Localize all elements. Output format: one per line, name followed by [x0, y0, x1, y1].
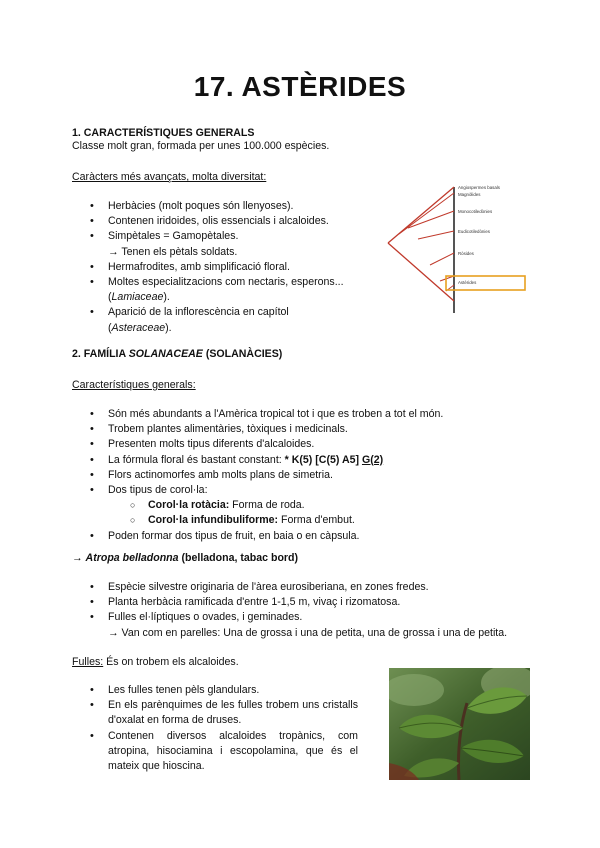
atropa-heading: → Atropa belladonna (belladona, tabac bord): [72, 552, 299, 564]
list-item: • Moltes especialitzacions com nectaris, esperons...: [90, 275, 358, 290]
page-title: 17. ASTÈRIDES: [193, 71, 407, 102]
list-item: ○ Corol·la infundibuliforme: Forma d'embut.: [90, 513, 560, 528]
fulles-list: [90, 683, 358, 774]
list-item: • Contenen iridoides, olis essencials i alcaloides.: [90, 214, 358, 229]
list-item: • Espècie silvestre originaria de l'àrea eurosiberiana, en zones fredes.: [90, 580, 570, 595]
leaf-photo-illustration: [389, 668, 530, 780]
list-item: • Presenten molts tipus diferents d'alcaloides.: [90, 437, 560, 452]
cladogram-label: Monocotiledònies: [458, 209, 493, 214]
section1-list: [90, 199, 358, 336]
cladogram-label: Eudicotiledònies: [458, 229, 490, 234]
section2-heading: 2. FAMÍLIA SOLANACEAE (SOLANÀCIES): [72, 348, 283, 360]
fulles-heading: Fulles: És on trobem els alcaloides.: [72, 656, 239, 668]
list-item: • Dos tipus de corol·la:: [90, 483, 560, 498]
cladogram-label: Ròsides: [458, 251, 474, 256]
section1-heading: 1. CARACTERÍSTIQUES GENERALS: [72, 127, 255, 139]
list-item: • Flors actinomorfes amb molts plans de simetria.: [90, 468, 560, 483]
cladogram-label: Magnòlides: [458, 192, 481, 197]
cladogram-figure: [384, 183, 534, 318]
section1-intro: Classe molt gran, formada per unes 100.000 espècies.: [72, 140, 330, 152]
list-item: • Són més abundants a l'Amèrica tropical tot i que es troben a tot el món.: [90, 407, 560, 422]
cladogram-label: Astèrides: [458, 280, 477, 285]
list-item: • La fórmula floral és bastant constant: * K(5) [C(5) A5] G(2): [90, 453, 560, 468]
list-item: • Hermafrodites, amb simplificació floral.: [90, 260, 358, 275]
list-item: ○ Corol·la rotàcia: Forma de roda.: [90, 498, 560, 513]
list-item: • Aparició de la inflorescència en capítol: [90, 305, 358, 320]
list-item: • Simpètales = Gamopètales.: [90, 229, 358, 244]
list-item: • En els parènquimes de les fulles trobem uns cristalls d'oxalat en forma de druses.: [90, 698, 358, 728]
belladonna-photo: [389, 668, 530, 780]
atropa-list: [90, 580, 570, 641]
list-item: • Poden formar dos tipus de fruit, en baia o en càpsula.: [90, 529, 560, 544]
cladogram-label: Angiospermes basals: [458, 185, 500, 190]
list-item-continuation: (Asteraceae).: [108, 321, 172, 334]
list-item: • Planta herbàcia ramificada d'entre 1-1,5 m, vivaç i rizomatosa.: [90, 595, 570, 610]
list-item: • Trobem plantes alimentàries, tòxiques i medicinals.: [90, 422, 560, 437]
list-item-continuation: → Van com en parelles: Una de grossa i una de petita, una de grossa i una de petita.: [108, 626, 508, 639]
section1-subheading: Caràcters més avançats, molta diversitat:: [72, 171, 267, 183]
section2-subheading: Característiques generals:: [72, 379, 196, 391]
list-item-continuation: (Lamiaceae).: [108, 291, 170, 304]
list-item: • Contenen diversos alcaloides tropànics, com atropina, hisociamina i escopolamina, que és el mateix que hioscina.: [90, 729, 358, 775]
list-item: • Herbàcies (molt poques són llenyoses).: [90, 199, 358, 214]
list-item: • Les fulles tenen pèls glandulars.: [90, 683, 358, 698]
section2-list: [90, 407, 560, 544]
list-item: • Fulles el·líptiques o ovades, i geminades.: [90, 610, 570, 625]
list-item-continuation: → Tenen els pètals soldats.: [108, 245, 238, 258]
